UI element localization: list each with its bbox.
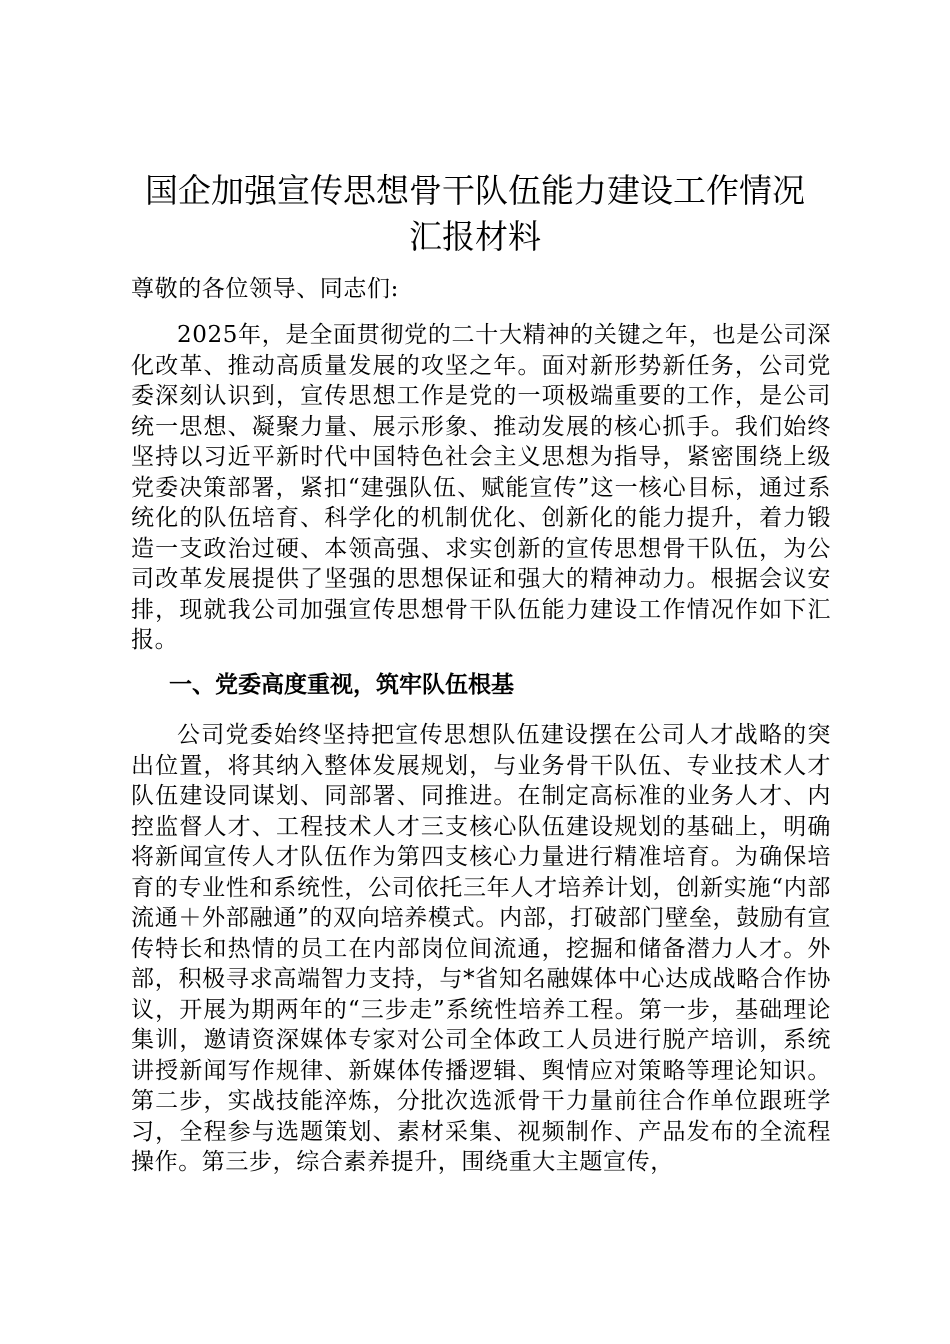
title-line-1: 国企加强宣传思想骨干队伍能力建设工作情况: [145, 171, 805, 210]
paragraph-intro: 2025年，是全面贯彻党的二十大精神的关键之年，也是公司深化改革、推动高质量发展的攻坚之年。面对新形势新任务，公司党委深刻认识到，宣传思想工作是党的一项极端重要的工作，是公司统一思想、凝聚力量、展示形象、推动发展的核心抓手。我们始终坚持以习近平新时代中国特色社会主义思想为指导，紧密围绕上级党委决策部署，紧扣“建强队伍、赋能宣传”这一核心目标，通过系统化的队伍培育、科学化的机制优化、创新化的能力提升，着力锻造一支政治过硬、本领高强、求实创新的宣传思想骨干队伍，为公司改革发展提供了坚强的思想保证和强大的精神动力。根据会议安排，现就我公司加强宣传思想骨干队伍能力建设工作情况作如下汇报。: [131, 322, 831, 653]
salutation: 尊敬的各位领导、同志们:: [131, 276, 399, 302]
paragraph-section-1: 公司党委始终坚持把宣传思想队伍建设摆在公司人才战略的突出位置，将其纳入整体发展规划，与业务骨干队伍、专业技术人才队伍建设同谋划、同部署、同推进。在制定高标准的业务人才、内控监督人才、工程技术人才三支核心队伍建设规划的基础上，明确将新闻宣传人才队伍作为第四支核心力量进行精准培育。为确保培育的专业性和系统性，公司依托三年人才培养计划，创新实施“内部流通＋外部融通”的双向培养模式。内部，打破部门壁垒，鼓励有宣传特长和热情的员工在内部岗位间流通，挖掘和储备潜力人才。外部，积极寻求高端智力支持，与*省知名融媒体中心达成战略合作协议，开展为期两年的“三步走”系统性培养工程。第一步，基础理论集训，邀请资深媒体专家对公司全体政工人员进行脱产培训，系统讲授新闻写作规律、新媒体传播逻辑、舆情应对策略等理论知识。第二步，实战技能淬炼，分批次选派骨干力量前往合作单位跟班学习，全程参与选题策划、素材采集、视频制作、产品发布的全流程操作。第三步，综合素养提升，围绕重大主题宣传，: [131, 722, 831, 1175]
title-line-2: 汇报材料: [409, 217, 541, 256]
section-heading-1: 一、党委高度重视，筑牢队伍根基: [169, 672, 514, 698]
document-title: [100, 168, 850, 260]
